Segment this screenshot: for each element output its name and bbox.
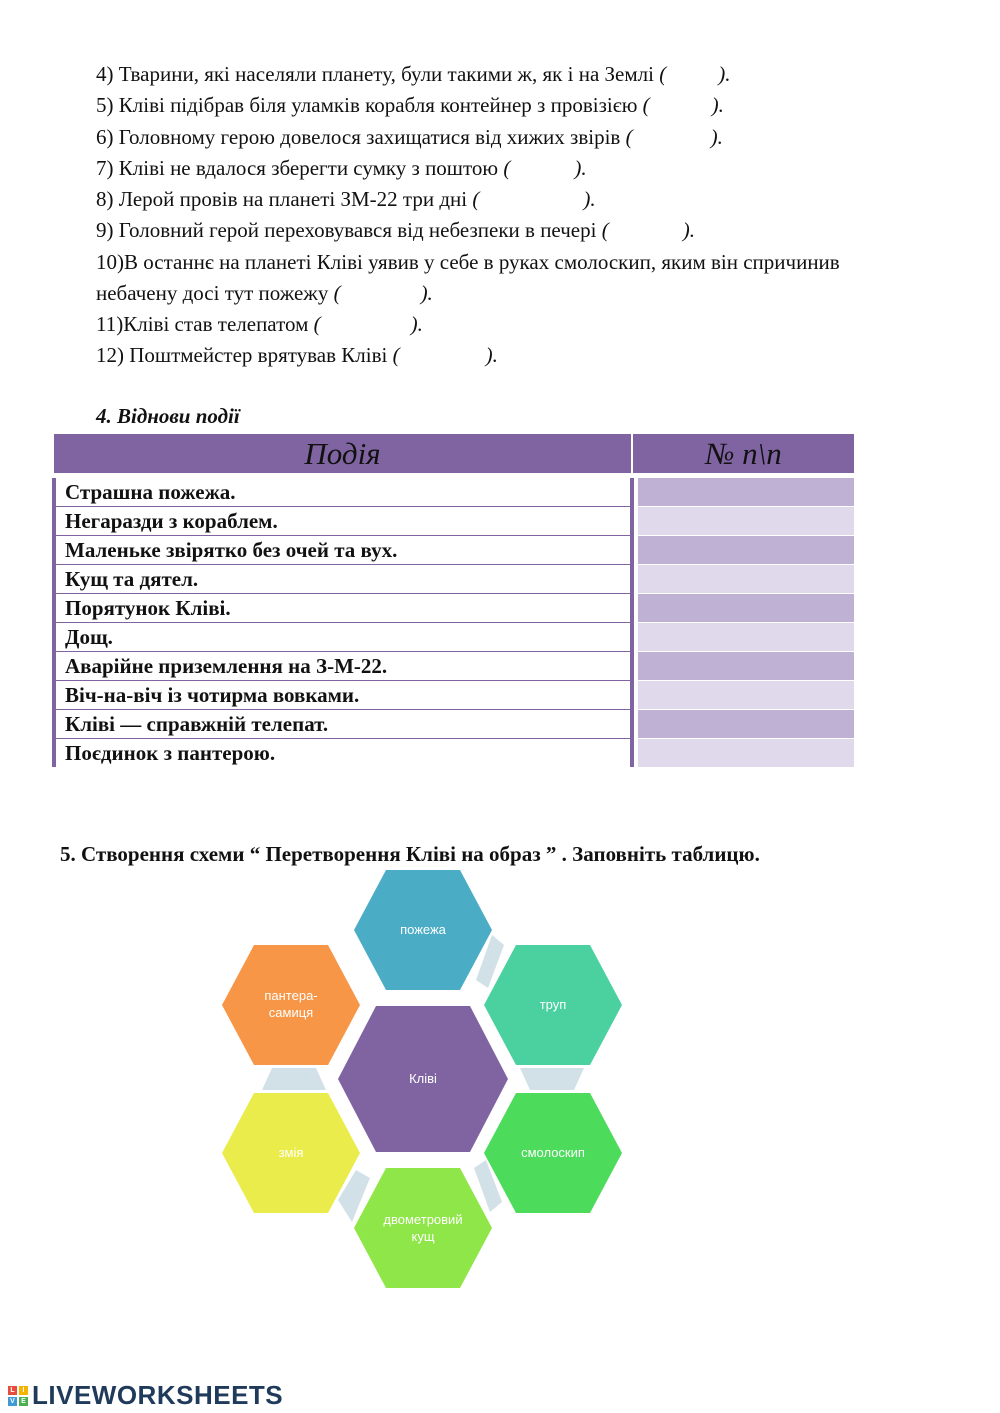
statement-4: 4) Тварини, які населяли планету, були такими ж, як і на Землі ( ). <box>96 62 731 86</box>
statement-10-continued: небачену досі тут пожежу ( ). <box>96 281 433 305</box>
header-event: Подія <box>54 434 632 473</box>
hexagon-label: кущ <box>411 1229 435 1244</box>
statement-5: 5) Кліві підібрав біля уламків корабля контейнер з провізією ( ). <box>96 93 724 117</box>
hexagon-label: смолоскип <box>521 1145 585 1160</box>
hexagon-label: пожежа <box>400 922 446 937</box>
section-4-title: 4. Віднови події <box>96 404 240 428</box>
event-label: Страшна пожежа. <box>54 478 632 507</box>
hexagon-label: пантера- <box>264 988 318 1003</box>
hexagon-kushch <box>354 1168 492 1288</box>
logo-blocks-icon: L I V E <box>8 1386 28 1406</box>
event-label: Віч-на-віч із чотирма вовками. <box>54 681 632 710</box>
hexagon-label: труп <box>539 997 567 1012</box>
statement-10: 10)В останнє на планеті Кліві уявив у себе в руках смолоскип, яким він спричинив <box>96 250 840 274</box>
liveworksheets-logo <box>8 1380 283 1411</box>
statement-8: 8) Лерой провів на планеті ЗМ-22 три дні ( ). <box>96 187 596 211</box>
event-label: Маленьке звірятко без очей та вух. <box>54 536 632 565</box>
header-number: № п\п <box>632 434 854 473</box>
statement-6: 6) Головному герою довелося захищатися від хижих звірів ( ). <box>96 125 723 149</box>
statement-9: 9) Головний герой переховувався від небезпеки в печері ( ). <box>96 218 695 242</box>
hexagon-center-label: Кліві <box>409 1071 437 1086</box>
event-label: Аварійне приземлення на З-М-22. <box>54 652 632 681</box>
statement-7: 7) Кліві не вдалося зберегти сумку з поштою ( ). <box>96 156 587 180</box>
event-label: Кущ та дятел. <box>54 565 632 594</box>
section-5-title: 5. Створення схеми “ Перетворення Кліві на образ ” . Заповніть таблицю. <box>60 842 760 866</box>
connector <box>262 1068 326 1090</box>
logo-text: LIVEWORKSHEETS <box>32 1380 284 1410</box>
connector <box>520 1068 584 1090</box>
event-label: Кліві — справжній телепат. <box>54 710 632 739</box>
hexagon-label: змія <box>278 1145 304 1160</box>
hexagon-label: двометровий <box>383 1212 463 1227</box>
event-label: Поєдинок з пантерою. <box>54 739 632 768</box>
hexagon-label: самиця <box>268 1005 314 1020</box>
event-label: Негаразди з кораблем. <box>54 507 632 536</box>
event-label: Дощ. <box>54 623 632 652</box>
statement-11: 11)Кліві став телепатом ( ). <box>96 312 423 336</box>
statement-12: 12) Поштмейстер врятував Кліві ( ). <box>96 343 498 367</box>
event-label: Порятунок Кліві. <box>54 594 632 623</box>
